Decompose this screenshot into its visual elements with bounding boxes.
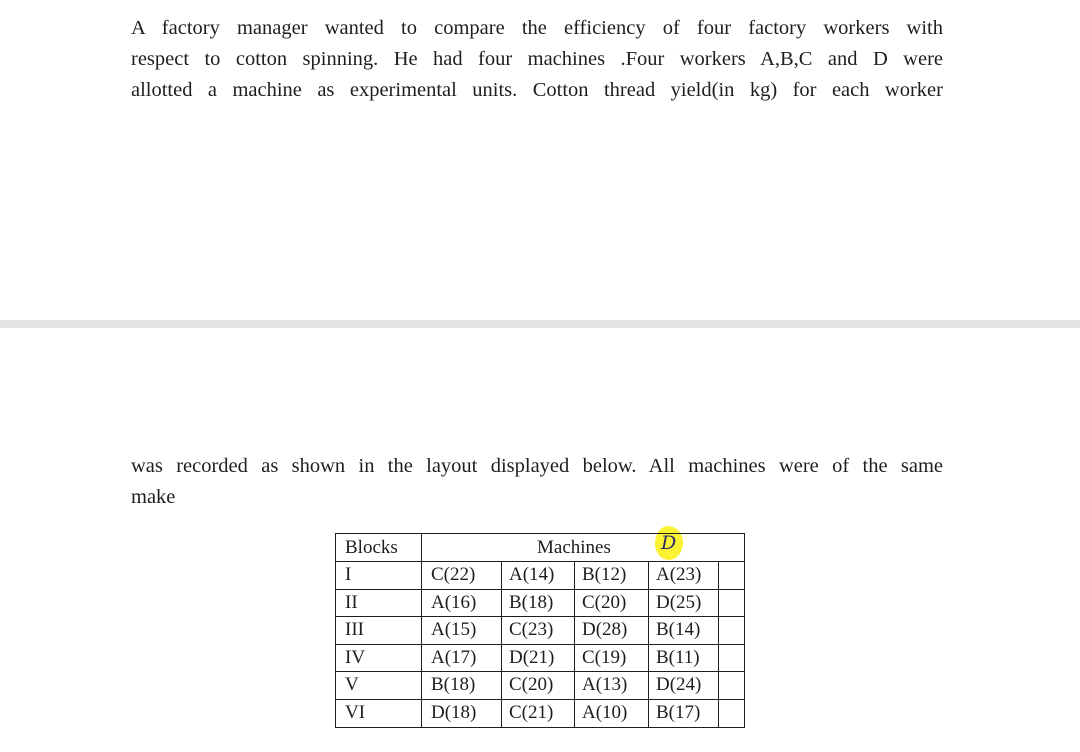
table-cell: B(14)	[656, 619, 701, 640]
paragraph-line: was recorded as shown in the layout displayed below. All machines were of the same	[131, 455, 943, 477]
table-cell: A(17)	[431, 647, 477, 668]
block-label: V	[345, 674, 359, 695]
table-cell: B(17)	[656, 702, 701, 723]
table-cell: C(22)	[431, 564, 476, 585]
table-cell: C(21)	[509, 702, 554, 723]
table-cell: C(23)	[509, 619, 554, 640]
table-cell: A(13)	[582, 674, 628, 695]
table-cell: B(11)	[656, 647, 700, 668]
table-cell: D(24)	[656, 674, 702, 695]
paragraph-continuation	[131, 451, 943, 513]
table-cell: B(12)	[582, 564, 627, 585]
block-label: II	[345, 592, 358, 613]
header-machines: Machines	[537, 537, 611, 558]
header-blocks: Blocks	[345, 537, 398, 558]
table-cell: A(10)	[582, 702, 628, 723]
table-cell: A(23)	[656, 564, 702, 585]
handwritten-annotation: D	[661, 532, 677, 554]
machines-layout-table	[335, 533, 745, 728]
paragraph-line: A factory manager wanted to compare the efficiency of four factory workers with	[131, 17, 943, 39]
paragraph-line: respect to cotton spinning. He had four machines .Four workers A,B,C and D were	[131, 48, 943, 70]
table-cell: C(20)	[582, 592, 627, 613]
block-label: IV	[345, 647, 366, 668]
table-cell: D(25)	[656, 592, 702, 613]
block-label: VI	[345, 702, 366, 723]
table-cell: D(28)	[582, 619, 628, 640]
table-cell: A(15)	[431, 619, 477, 640]
paragraph-line: make	[131, 486, 176, 508]
table-cell: B(18)	[509, 592, 554, 613]
table-cell: A(16)	[431, 592, 477, 613]
table-cell: D(21)	[509, 647, 555, 668]
page-separator	[0, 320, 1080, 328]
paragraph-intro	[131, 13, 943, 106]
table-cell: D(18)	[431, 702, 477, 723]
table-cell: B(18)	[431, 674, 476, 695]
table-cell: A(14)	[509, 564, 555, 585]
table-cell: C(20)	[509, 674, 554, 695]
block-label: III	[345, 619, 364, 640]
block-label: I	[345, 564, 352, 585]
table-cell: C(19)	[582, 647, 627, 668]
paragraph-line: allotted a machine as experimental units. Cotton thread yield(in kg) for each worker	[131, 79, 943, 101]
